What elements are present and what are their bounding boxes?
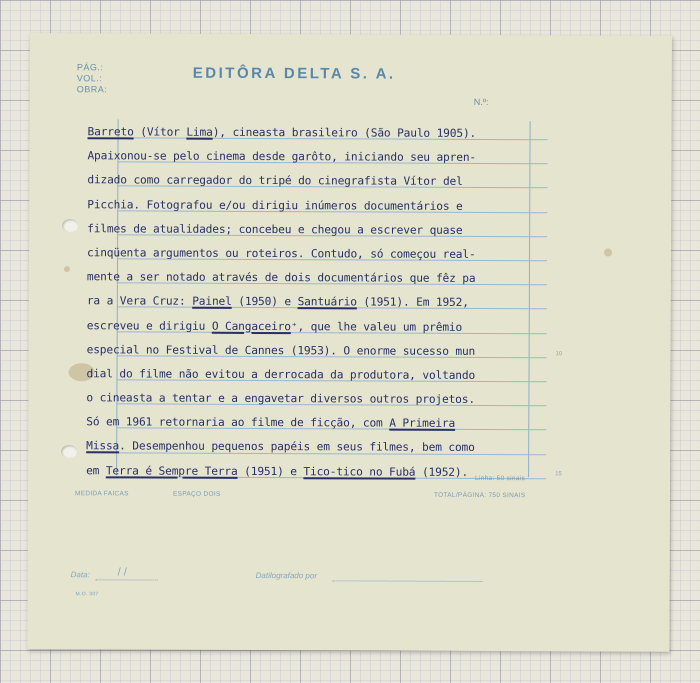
typed-line — [86, 386, 556, 412]
text-segment: (1950) e — [231, 295, 298, 309]
text-segment: (1951). Em 1952, — [356, 295, 469, 310]
underlined-text: Lima — [186, 125, 213, 139]
text-segment: cinqüenta argumentos ou roteiros. Contudo, só começou real- — [87, 246, 476, 261]
typed-text-block — [86, 120, 558, 485]
typed-line — [86, 435, 556, 461]
typed-line — [87, 217, 557, 243]
punch-hole-top — [62, 219, 78, 232]
date-slashes: / / — [117, 566, 127, 579]
page-label: PÁG.: — [76, 62, 104, 73]
total-per-page-label: TOTAL/PÁGINA: 750 SINAIS — [433, 491, 526, 500]
punch-hole-bottom — [61, 445, 77, 458]
text-segment: o cineasta a tentar e a engavetar diversos outros projetos. — [86, 391, 475, 407]
text-segment: Picchia. Fotografou e/ou dirigiu inúmeros documentários e — [87, 197, 463, 213]
number-label: N.º: — [473, 96, 489, 108]
text-segment: escreveu e dirigiu — [86, 318, 212, 333]
paper-stain — [64, 266, 70, 272]
typed-line — [87, 338, 557, 364]
measure-label: MEDIDA FAICAS — [74, 490, 129, 498]
underlined-text: Tico-tico no Fubá — [303, 464, 416, 479]
line-capacity-note: Linha: 50 sinais — [475, 474, 526, 483]
typed-line — [87, 169, 557, 195]
publisher-brand: EDITÔRA DELTA S. A. — [192, 64, 396, 83]
date-field-line[interactable] — [96, 579, 158, 580]
text-segment: mente a ser notado através de dois documentários que fêz pa — [86, 270, 476, 286]
underlined-text: Painel — [192, 295, 232, 309]
date-label: Data: — [70, 570, 90, 580]
underlined-text: Terra é Sempre Terra — [105, 463, 238, 478]
typed-line — [87, 314, 557, 340]
text-segment: . Desempenhou pequenos papéis em seus filmes, bem como — [119, 439, 475, 455]
margin-tick-10: 10 — [555, 351, 563, 358]
typed-by-label: Datilografado por — [255, 570, 318, 581]
text-segment: ra a Vera Cruz: — [86, 294, 193, 309]
typed-line — [86, 362, 556, 388]
typed-document-sheet — [27, 33, 672, 652]
typed-line — [87, 193, 557, 219]
text-segment: ⁺, que lhe valeu um prêmio — [290, 319, 463, 334]
header-meta-labels — [77, 62, 108, 95]
typed-line — [88, 120, 558, 146]
text-segment: (1951) e — [237, 464, 304, 478]
text-segment: (1952). — [415, 465, 469, 479]
typed-line — [87, 241, 557, 267]
text-segment: Apaixonou-se pelo cinema desde garôto, iniciando seu apren- — [87, 149, 477, 165]
guide-lines — [30, 33, 672, 36]
underlined-text: O Cangaceiro — [211, 319, 291, 333]
work-label: OBRA: — [76, 84, 108, 95]
typed-line — [87, 144, 557, 170]
spacing-label: ESPAÇO DOIS — [172, 490, 221, 498]
form-code: M.O. 307 — [75, 591, 99, 598]
text-segment: filmes de atualidades; concebeu e chegou a escrever quase — [87, 222, 463, 237]
underlined-text: A Primeira — [389, 416, 456, 431]
paper-stain — [604, 249, 612, 257]
underlined-text: Barreto — [87, 125, 134, 139]
volume-label: VOL.: — [76, 73, 103, 84]
typed-line — [87, 265, 557, 291]
text-segment: (Vítor — [133, 125, 187, 139]
underlined-text: Santuário — [297, 295, 357, 309]
margin-tick-15: 15 — [555, 471, 562, 478]
text-segment: dizado como carregador do tripé do cinegrafista Vítor del — [87, 173, 463, 189]
typed-by-field-line[interactable] — [333, 580, 483, 582]
text-segment: ), cineasta brasileiro (São Paulo 1905). — [212, 125, 477, 140]
typed-line — [86, 410, 556, 436]
text-segment: em — [86, 463, 106, 477]
typed-line — [87, 290, 557, 316]
text-segment: Só em 1961 retornaria ao filme de ficção, com — [86, 415, 390, 430]
underlined-text: Missa — [86, 439, 120, 453]
text-segment: dial do filme não evitou a derrocada da produtora, voltando — [86, 367, 476, 382]
text-segment: especial no Festival de Cannes (1953). O enorme sucesso mun — [86, 342, 476, 358]
